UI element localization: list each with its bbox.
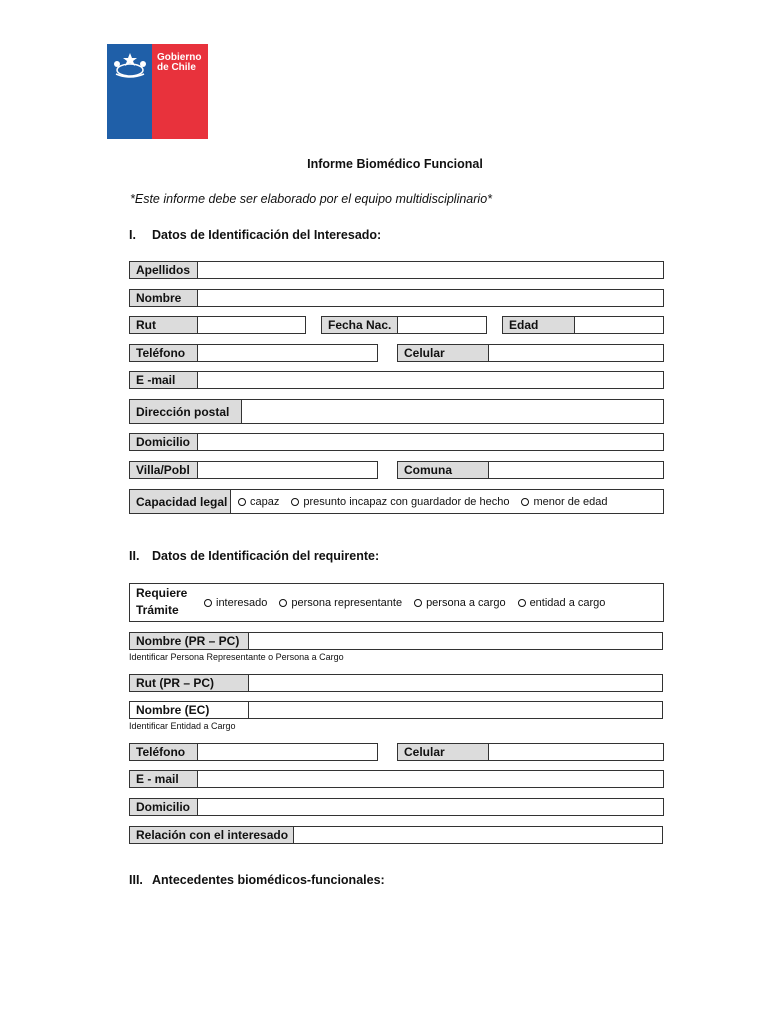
radio-circle-icon (238, 498, 246, 506)
section-2-label: Datos de Identificación del requirente: (152, 549, 380, 563)
requiere-options (204, 584, 617, 621)
capaz-label: capaz (250, 495, 280, 508)
requirente-domicilio-field[interactable] (129, 798, 664, 816)
celular-label: Celular (398, 345, 489, 361)
entidad-a-cargo-label: entidad a cargo (529, 596, 606, 609)
relacion-field[interactable] (129, 826, 663, 844)
rut-prpc-label: Rut (PR – PC) (130, 675, 249, 691)
edad-field[interactable] (502, 316, 664, 334)
gobierno-de-chile-logo (107, 44, 208, 139)
section-3-number: III. (129, 873, 143, 887)
section-2-heading (129, 549, 379, 563)
interesado-radio[interactable] (204, 597, 267, 609)
menor-de-edad-radio[interactable] (521, 496, 607, 508)
presunto-incapaz-label: presunto incapaz con guardador de hecho (303, 495, 510, 508)
capacidad-options (238, 490, 619, 513)
relacion-label: Relación con el interesado (130, 827, 294, 843)
section-1-number: I. (129, 228, 136, 242)
apellidos-label: Apellidos (130, 262, 198, 278)
entidad-a-cargo-radio[interactable] (518, 597, 606, 609)
radio-circle-icon (521, 498, 529, 506)
section-1-heading (129, 228, 381, 242)
persona-representante-label: persona representante (291, 596, 403, 609)
telefono-label: Teléfono (130, 345, 198, 361)
presunto-incapaz-radio[interactable] (291, 496, 509, 508)
villa-pobl-field[interactable] (129, 461, 378, 479)
domicilio-label: Domicilio (130, 434, 198, 450)
nombre-prpc-label: Nombre (PR – PC) (130, 633, 249, 649)
interesado-label: interesado (216, 596, 268, 609)
requirente-email-label: E - mail (130, 771, 198, 787)
requirente-celular-label: Celular (398, 744, 489, 760)
logo-line-1: Gobierno (157, 52, 202, 63)
persona-a-cargo-radio[interactable] (414, 597, 506, 609)
telefono-field[interactable] (129, 344, 378, 362)
fecha-nac-field[interactable] (321, 316, 487, 334)
radio-circle-icon (204, 599, 212, 607)
requirente-domicilio-label: Domicilio (130, 799, 198, 815)
villa-pobl-label: Villa/Pobl (130, 462, 198, 478)
celular-field[interactable] (397, 344, 664, 362)
requirente-telefono-field[interactable] (129, 743, 378, 761)
nombre-ec-field[interactable] (129, 701, 663, 719)
rut-prpc-field[interactable] (129, 674, 663, 692)
persona-a-cargo-label: persona a cargo (426, 596, 506, 609)
requiere-label-line1: Requiere (136, 586, 188, 600)
nombre-field[interactable] (129, 289, 664, 307)
comuna-label: Comuna (398, 462, 489, 478)
requiere-tramite-field (129, 583, 664, 622)
direccion-postal-label: Dirección postal (130, 400, 242, 423)
radio-circle-icon (518, 599, 526, 607)
rut-label: Rut (130, 317, 198, 333)
section-3-label: Antecedentes biomédicos-funcionales: (152, 873, 385, 887)
document-title: Informe Biomédico Funcional (307, 157, 483, 171)
email-field[interactable] (129, 371, 664, 389)
capaz-radio[interactable] (238, 496, 279, 508)
section-1-label: Datos de Identificación del Interesado: (152, 228, 382, 242)
section-3-heading (129, 873, 385, 887)
section-2-number: II. (129, 549, 140, 563)
nombre-prpc-hint: Identificar Persona Representante o Persona a Cargo (129, 652, 344, 662)
domicilio-field[interactable] (129, 433, 664, 451)
rut-field[interactable] (129, 316, 306, 334)
capacidad-legal-label: Capacidad legal (130, 490, 231, 513)
requiere-label-line2: Trámite (136, 603, 179, 617)
radio-circle-icon (291, 498, 299, 506)
radio-circle-icon (279, 599, 287, 607)
nombre-label: Nombre (130, 290, 198, 306)
requirente-telefono-label: Teléfono (130, 744, 198, 760)
direccion-postal-field[interactable] (129, 399, 664, 424)
comuna-field[interactable] (397, 461, 664, 479)
menor-de-edad-label: menor de edad (533, 495, 608, 508)
nombre-ec-hint: Identificar Entidad a Cargo (129, 721, 236, 731)
coat-of-arms-icon (111, 50, 149, 80)
radio-circle-icon (414, 599, 422, 607)
requiere-tramite-label (130, 584, 198, 621)
requirente-email-field[interactable] (129, 770, 664, 788)
apellidos-field[interactable] (129, 261, 664, 279)
nombre-prpc-field[interactable] (129, 632, 663, 650)
capacidad-legal-field (129, 489, 664, 514)
edad-label: Edad (503, 317, 575, 333)
persona-representante-radio[interactable] (279, 597, 402, 609)
email-label: E -mail (130, 372, 198, 388)
nombre-ec-label: Nombre (EC) (130, 702, 249, 718)
fecha-nac-label: Fecha Nac. (322, 317, 398, 333)
logo-text (157, 53, 201, 73)
instruction-note: *Este informe debe ser elaborado por el equipo multidisciplinario* (130, 192, 493, 206)
logo-line-2: de Chile (157, 62, 196, 73)
requirente-celular-field[interactable] (397, 743, 664, 761)
